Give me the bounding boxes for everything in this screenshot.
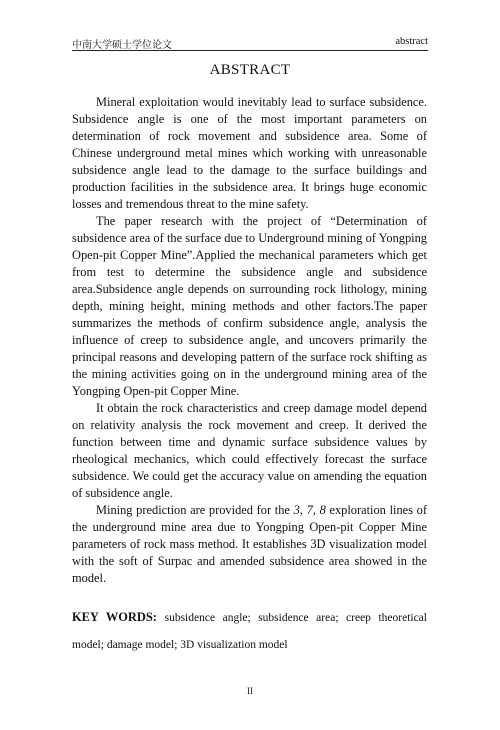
abstract-title: ABSTRACT bbox=[209, 62, 291, 78]
abstract-paragraph-2: The paper research with the project of “Determination of subsidence area of the surface due to Underground mining of Yongping Open-pit Copper Mine”.Applied the mechanical parameters which get from test to determine the subsidence angle and subsidence area.Subsidence angle depends on surrounding rock lithology, mining depth, mining height, mining methods and other factors.The paper summarizes the methods of confirm subsidence angle, analysis the influence of creep to subsidence angle, and uncovers primarily the principal reasons and developing pattern of the surface rock shifting as the mining activities going on in the underground mining area of the Yongping Open-pit Copper Mine. bbox=[72, 214, 427, 398]
abstract-body bbox=[72, 94, 427, 587]
abstract-paragraph-3: It obtain the rock characteristics and creep damage model depend on relativity analysis the rock movement and creep. It derived the function between time and dynamic surface subsidence values by rheological mechanics, which could effectively forecast the surface subsidence. We could get the accuracy value on amending the equation of subsidence angle. bbox=[72, 401, 427, 500]
header-section-label: abstract bbox=[395, 36, 428, 47]
keywords-section bbox=[72, 604, 427, 658]
paragraph-4-before: Mining prediction are provided for the bbox=[96, 503, 294, 517]
paragraph-4-after: exploration lines of the underground mine area due to Yongping Open-pit Copper Mine parameters of rock mass method. It establishes 3D visualization model with the soft of Surpac and amended subsidence area showed in the model. bbox=[72, 503, 427, 585]
abstract-paragraph-4 bbox=[72, 502, 427, 587]
keywords-label: KEY WORDS: bbox=[72, 610, 157, 624]
page-number: II bbox=[247, 686, 253, 696]
abstract-paragraph-1: Mineral exploitation would inevitably lead to surface subsidence. Subsidence angle is one of the most important parameters on determination of rock movement and subsidence area. Some of Chinese underground metal mines which working with unreasonable subsidence angle lead to the damage to the surface buildings and production facilities in the subsidence area. It brings huge economic losses and tremendous threat to the mine safety. bbox=[72, 95, 427, 211]
keywords-terms: subsidence angle; subsidence area; creep theoretical model; damage model; 3D visualization model bbox=[72, 612, 427, 651]
page-header bbox=[72, 36, 428, 51]
header-thesis-label: 中南大学硕士学位论文 bbox=[72, 40, 172, 51]
exploration-line-numbers: 3, 7, 8 bbox=[293, 503, 326, 517]
